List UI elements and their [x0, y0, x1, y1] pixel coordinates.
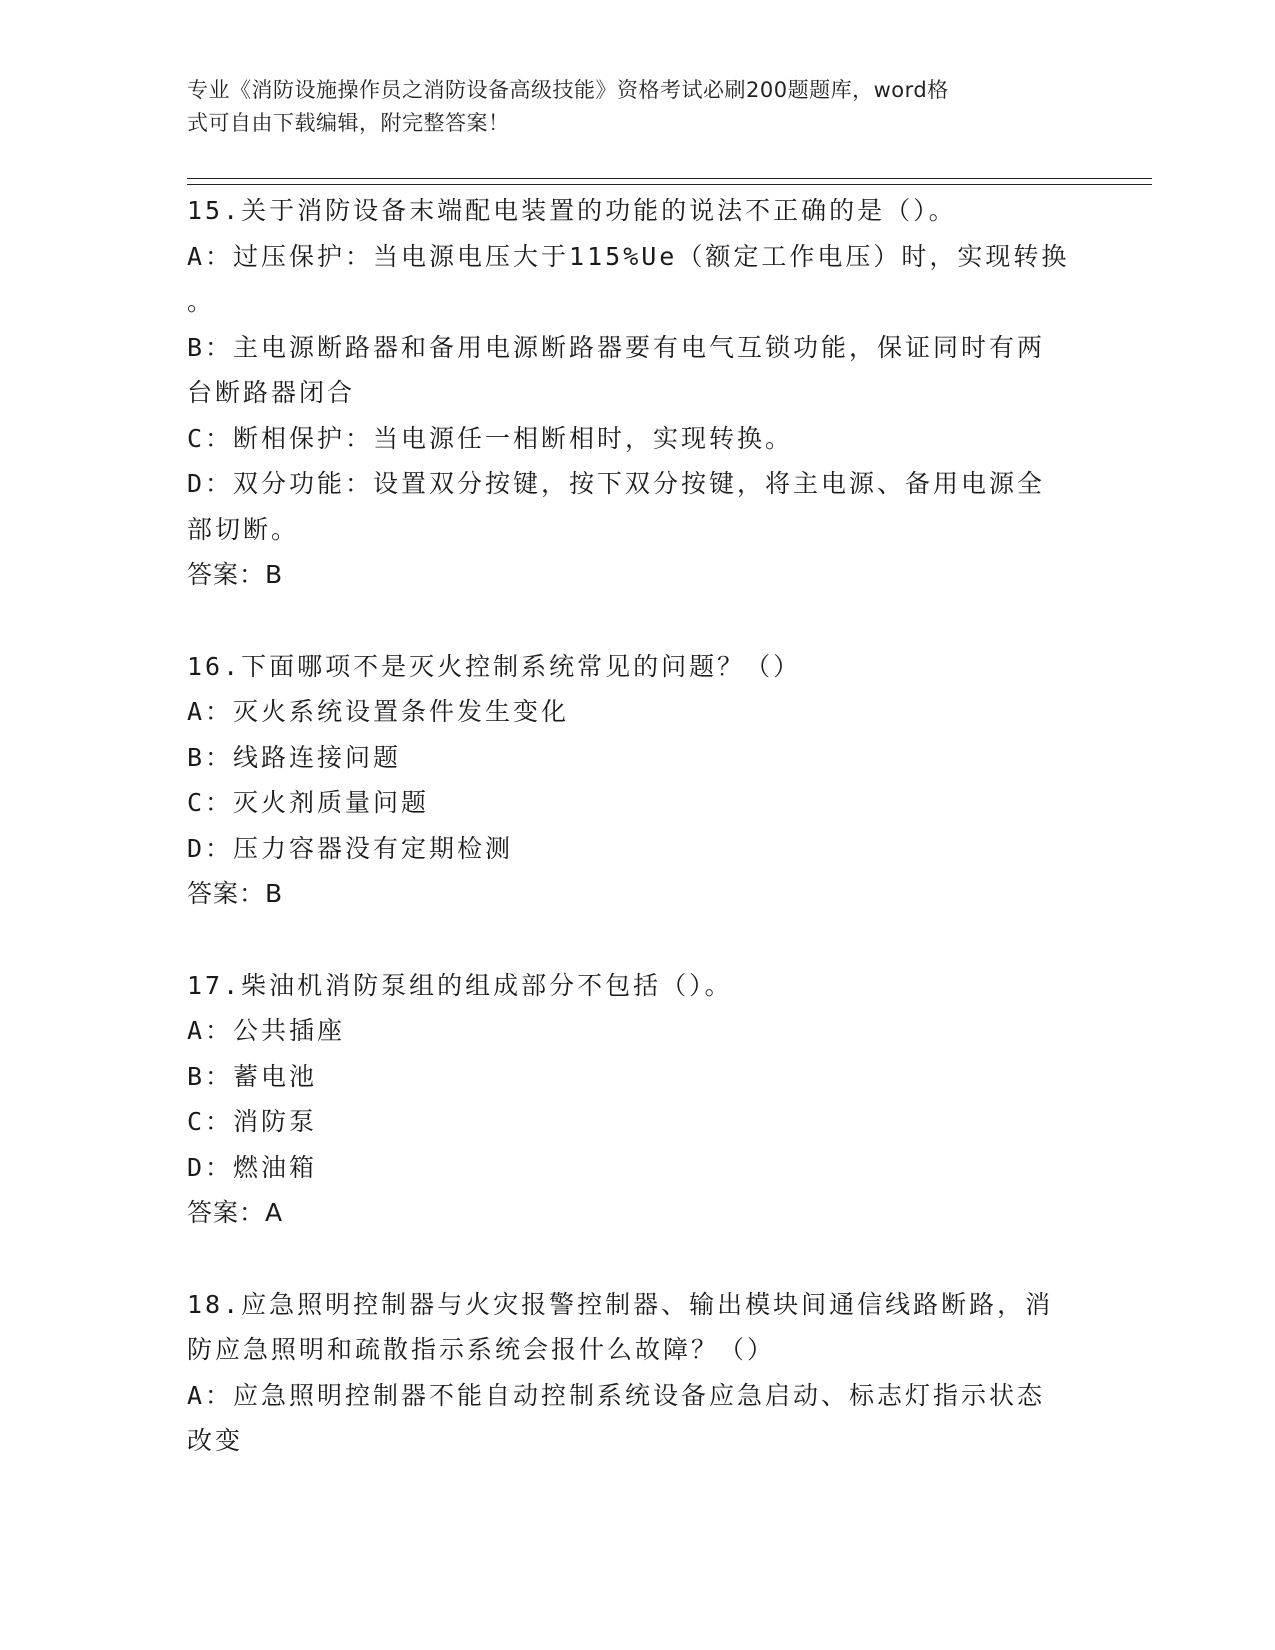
question-stem: 18.应急照明控制器与火灾报警控制器、输出模块间通信线路断路，消 — [187, 1289, 1054, 1319]
answer: 答案：A — [187, 1198, 284, 1227]
option-c: C：断相保护：当电源任一相断相时，实现转换。 — [187, 423, 794, 453]
question-list — [187, 188, 1087, 1464]
header-line-2: 式可自由下载编辑，附完整答案！ — [187, 111, 510, 135]
header-rule-bottom — [187, 184, 1152, 185]
question-stem: 16.下面哪项不是灭火控制系统常见的问题？（） — [187, 651, 802, 681]
option-a: A：灭火系统设置条件发生变化 — [187, 697, 570, 726]
option-a: A：公共插座 — [187, 1016, 346, 1045]
document-header — [187, 74, 1067, 140]
question-16 — [187, 644, 1087, 917]
option-b: B：蓄电池 — [187, 1061, 318, 1091]
option-d: D：燃油箱 — [187, 1152, 318, 1182]
option-b: B：主电源断路器和备用电源断路器要有电气互锁功能，保证同时有两 — [187, 332, 1046, 362]
question-15 — [187, 188, 1087, 598]
question-stem-cont: 防应急照明和疏散指示系统会报什么故障？（） — [187, 1335, 776, 1364]
question-17 — [187, 963, 1087, 1236]
option-d: D：双分功能：设置双分按键，按下双分按键，将主电源、备用电源全 — [187, 469, 1046, 498]
option-c: C：消防泵 — [187, 1107, 318, 1136]
question-18 — [187, 1282, 1087, 1464]
option-a: A：过压保护：当电源电压大于115%Ue（额定工作电压）时，实现转换 — [187, 241, 1070, 271]
option-d: D：压力容器没有定期检测 — [187, 833, 514, 863]
option-d-cont: 部切断。 — [187, 514, 300, 544]
answer: 答案：B — [187, 879, 284, 908]
question-stem: 17.柴油机消防泵组的组成部分不包括（）。 — [187, 970, 733, 1000]
answer: 答案：B — [187, 560, 284, 589]
option-a-cont: 。 — [187, 287, 216, 316]
header-rule-top — [187, 178, 1152, 179]
question-stem: 15.关于消防设备末端配电装置的功能的说法不正确的是（）。 — [187, 196, 957, 225]
option-a: A：应急照明控制器不能自动控制系统设备应急启动、标志灯指示状态 — [187, 1380, 1046, 1410]
header-line-1: 专业《消防设施操作员之消防设备高级技能》资格考试必刷200题题库，word格 — [187, 78, 949, 102]
option-b-cont: 台断路器闭合 — [187, 378, 356, 407]
option-c: C：灭火剂质量问题 — [187, 788, 430, 817]
option-a-cont: 改变 — [187, 1426, 244, 1455]
option-b: B：线路连接问题 — [187, 742, 402, 772]
